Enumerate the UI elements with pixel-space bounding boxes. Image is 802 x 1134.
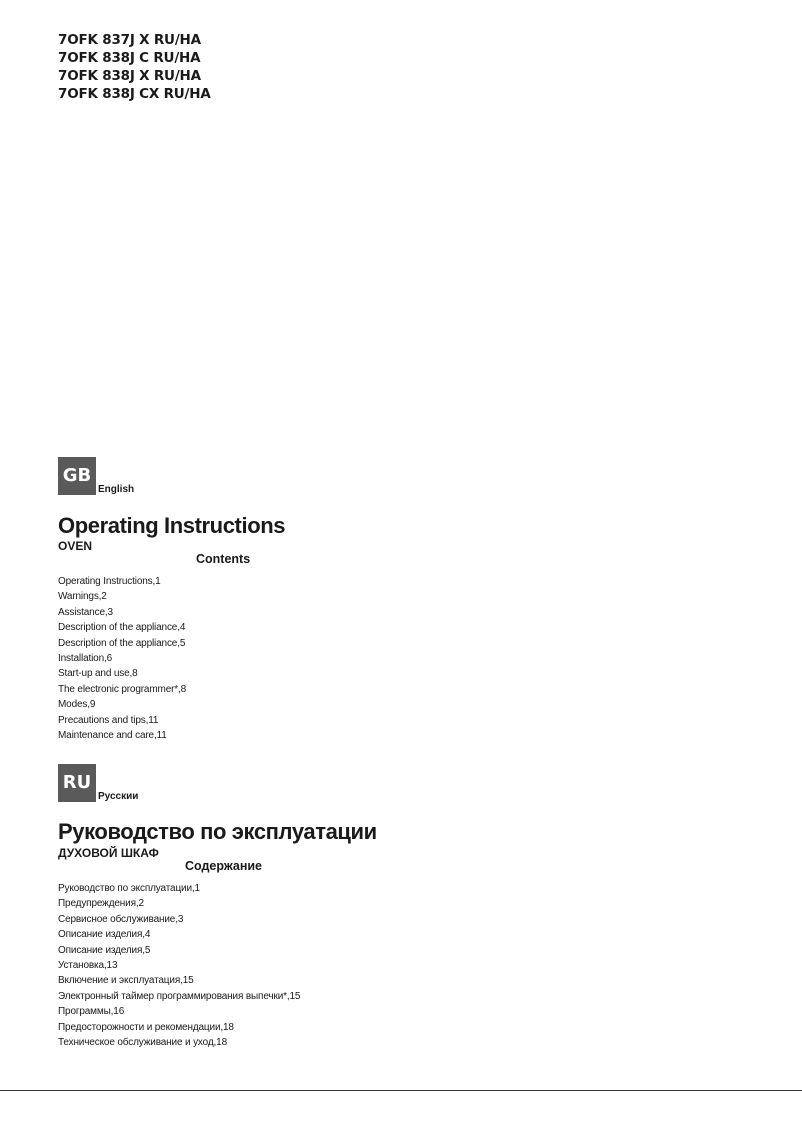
model-number: 7OFK 838J C RU/HA [58, 50, 201, 66]
toc-item: Modes,9 [58, 699, 96, 711]
document-subtitle: ДУХОВОЙ ШКАФ [58, 846, 159, 860]
toc-item: Maintenance and care,11 [58, 730, 167, 742]
language-header [58, 764, 478, 804]
document-title: Operating Instructions [58, 513, 286, 538]
toc-item: Operating Instructions,1 [58, 576, 161, 587]
toc-item: Включение и эксплуатация,15 [58, 975, 194, 987]
toc-item: Installation,6 [58, 653, 113, 665]
toc-item: Предупреждения,2 [58, 898, 144, 910]
model-number: 7OFK 838J CX RU/HA [58, 86, 211, 102]
table-of-contents [58, 881, 300, 1050]
section-english [58, 457, 478, 742]
model-number: 7OFK 838J X RU/HA [58, 68, 201, 84]
toc-item: Start-up and use,8 [58, 668, 138, 680]
model-list [58, 31, 211, 103]
toc-item: Description of the appliance,4 [58, 622, 186, 634]
toc-item: Техническое обслуживание и уход,18 [58, 1037, 227, 1049]
toc-item: Предосторожности и рекомендации,18 [58, 1021, 234, 1033]
language-badge-ru: RU [58, 764, 96, 802]
toc-item: Warnings,2 [58, 591, 107, 603]
contents-heading: Contents [196, 552, 251, 566]
page-divider [0, 1090, 802, 1091]
toc-item: Электронный таймер программирования выпечки*,15 [58, 990, 301, 1002]
language-badge-gb: GB [58, 457, 96, 495]
contents-heading: Содержание [185, 859, 263, 873]
document-title: Руководство по эксплуатации [58, 819, 377, 844]
toc-item: The electronic programmer*,8 [58, 683, 187, 695]
language-name: English [98, 484, 135, 495]
toc-item: Description of the appliance,5 [58, 637, 186, 649]
toc-item: Assistance,3 [58, 606, 113, 618]
document-subtitle: OVEN [58, 539, 93, 553]
section-russian [58, 764, 478, 1049]
toc-item: Описание изделия,5 [58, 944, 151, 956]
model-number: 7OFK 837J X RU/HA [58, 32, 201, 48]
toc-item: Сервисное обслуживание,3 [58, 913, 184, 925]
language-name: Русскии [98, 791, 139, 802]
table-of-contents [58, 574, 186, 743]
language-header [58, 457, 478, 497]
toc-item: Описание изделия,4 [58, 929, 151, 941]
toc-item: Программы,16 [58, 1006, 125, 1018]
toc-item: Руководство по эксплуатации,1 [58, 883, 200, 894]
toc-item: Precautions and tips,11 [58, 714, 159, 726]
toc-item: Установка,13 [58, 960, 118, 972]
